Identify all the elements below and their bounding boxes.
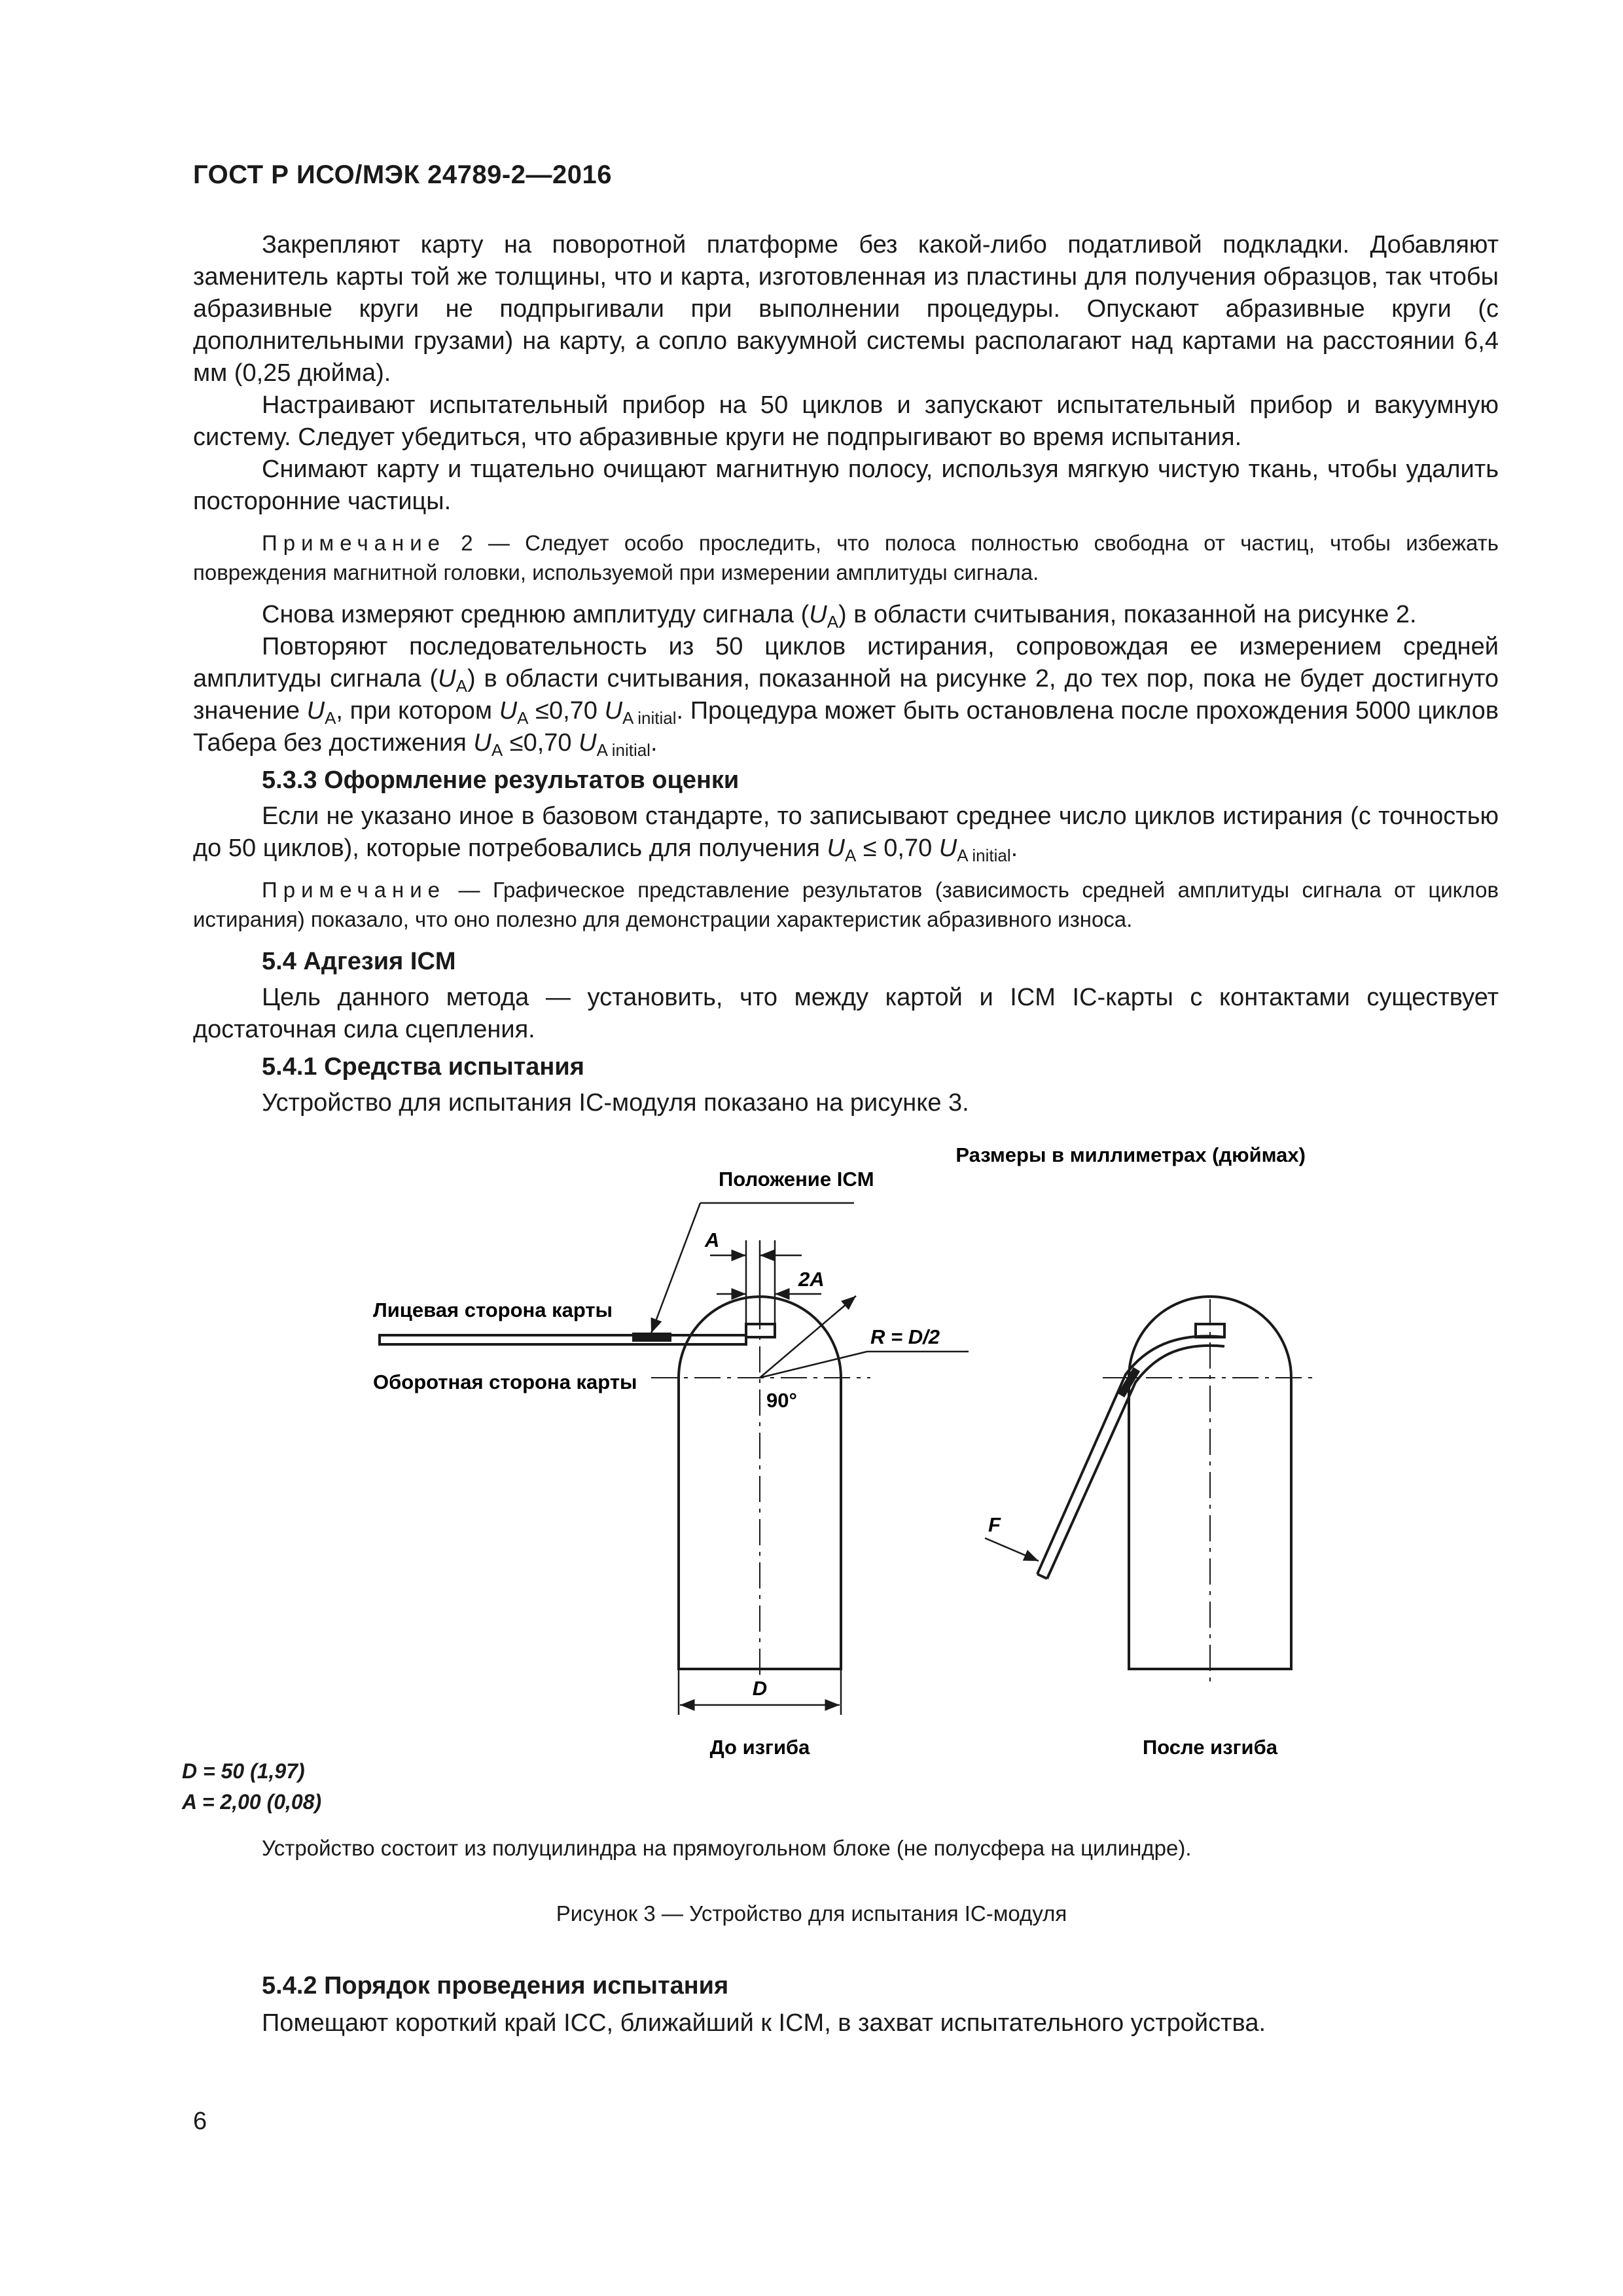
label-angle: 90° [766,1389,797,1412]
body-text [193,229,1499,1119]
paragraph-purpose: Цель данного метода — установить, что между картой и ICM IC-карты с контактами существует достаточная сила сцепления. [193,984,1499,1043]
label-2a: 2A [798,1268,825,1291]
note-label: Примечание [262,878,446,902]
heading-5-4-1: 5.4.1 Средства испытания [262,1053,584,1081]
label-icm-position: Положение ICM [719,1168,874,1191]
note-text: — Графическое представление результатов (зависимость средней амплитуды сигнала от циклов истирания) показало, что оно полезно для демонстрации характеристик абразивного износа. [193,878,1499,931]
label-force: F [988,1513,1001,1536]
icm-module [633,1333,671,1341]
heading-5-3-3: 5.3.3 Оформление результатов оценки [262,766,740,794]
label-d: D [752,1677,768,1700]
note-2 [193,528,1499,587]
legend-d: D = 50 (1,97) [182,1759,305,1783]
force-arrow [985,1538,1039,1561]
device-after-bend [985,1297,1319,1682]
figure-note: Устройство состоит из полуцилиндра на прямоугольном блоке (не полусфера на цилиндре). [262,1836,1192,1860]
page-number: 6 [193,2108,207,2135]
paragraph-device-shown: Устройство для испытания IC-модуля показано на рисунке 3. [262,1089,969,1117]
document-header: ГОСТ Р ИСО/МЭК 24789-2—2016 [193,160,612,189]
section-5-4-2 [193,1970,1499,2040]
bent-card-end [1037,1574,1047,1579]
paragraph-clean-stripe: Снимают карту и тщательно очищают магнитную полосу, используя мягкую чистую ткань, чтобы удалить посторонние частицы. [193,456,1499,515]
paragraph-record-results: Если не указано иное в базовом стандарте, то записывают среднее число циклов истирания (с точностью до 50 циклов), которые потребовались для получения $U_A \le 0,70$ $U_{A initial}$. [193,802,1499,865]
bent-card-inner [1047,1346,1224,1579]
note-label: Примечание [262,531,446,555]
legend-a: A = 2,00 (0,08) [182,1790,322,1814]
label-front-side: Лицевая сторона карты [373,1299,613,1321]
dimensions-note: Размеры в миллиметрах (дюймах) [955,1143,1306,1166]
heading-5-4-2: 5.4.2 Порядок проведения испытания [262,1972,729,2000]
label-before-bend: До изгиба [709,1736,810,1759]
heading-5-4: 5.4 Адгезия ICM [262,948,456,975]
figure-3-drawing [193,1139,1499,1826]
paragraph-measure-amplitude: Снова измеряют среднюю амплитуду сигнала $(U_A)$ в области считывания, показанной на рисунке 2. [262,601,1417,632]
label-a: A [705,1229,720,1251]
note-graphical [193,875,1499,934]
device-before-bend [380,1203,969,1715]
figure-3 [193,1139,1499,1826]
label-back-side: Оборотная сторона карты [373,1371,637,1393]
paragraph-place-card: Помещают короткий край ICC, ближайший к ICM, в захват испытательного устройства. [262,2009,1266,2037]
paragraph-fixing-card: Закрепляют карту на поворотной платформе без какой-либо податливой подкладки. Добавляют заменитель карты той же толщины, что и карта, изготовленная из пластины для получения образцов, так чтобы абразивные круги не подпрыгивали при выполнении процедуры. Опускают абразивные круги (с дополнительными грузами) на карту, а сопло вакуумной системы располагают над картами на расстоянии 6,4 мм (0,25 дюйма). [193,231,1499,387]
note-text: 2 — Следует особо проследить, что полоса полностью свободна от частиц, чтобы избежать повреждения магнитной головки, используемой при измерении амплитуды сигнала. [193,531,1499,584]
label-radius: R = D/2 [870,1325,940,1348]
figure-caption: Рисунок 3 — Устройство для испытания IC-модуля [556,1901,1067,1926]
paragraph-repeat-cycles: Повторяют последовательность из 50 циклов истирания, сопровождая ее измерением средней амплитуды сигнала $(U_A)$ в области считывания, показанной на рисунке 2, до тех пор, пока не будет достигнуто значение $U_A$, при котором $U_A \le 0,70$ $U_{A initial}$. Процедура может быть остановлена после прохождения 5000 циклов Табера без достижения $U_A \le 0,70$ $U_{A initial}$. [193,633,1499,760]
icm-leader-line [651,1203,700,1333]
paragraph-setup-device: Настраивают испытательный прибор на 50 циклов и запускают испытательный прибор и вакуумную систему. Следует убедиться, что абразивные круги не подпрыгивают во время испытания. [193,391,1499,451]
label-after-bend: После изгиба [1142,1736,1278,1759]
